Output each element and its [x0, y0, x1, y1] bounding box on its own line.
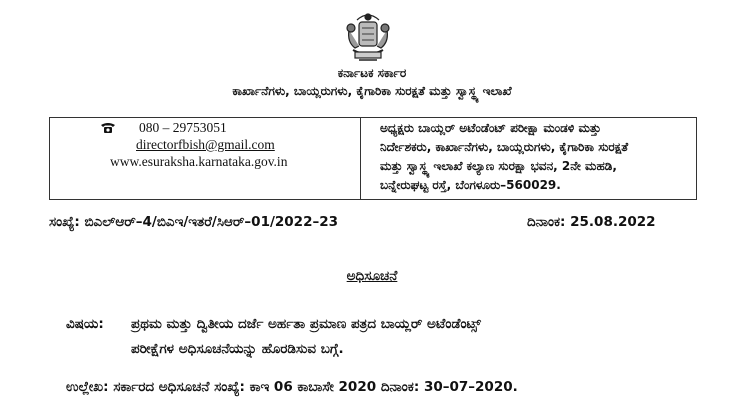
- website-address: www.esuraksha.karnataka.gov.in: [110, 154, 288, 169]
- subject-text-line-2: ಪರೀಕ್ಷೆಗಳ ಅಧಿಸೂಚನೆಯನ್ನು ಹೊರಡಿಸುವ ಬಗ್ಗೆ.: [131, 341, 344, 357]
- notification-title: [0, 268, 744, 284]
- box-divider: [360, 118, 361, 199]
- telephone-icon: [100, 122, 116, 134]
- office-address-line-4: ಬನ್ನೇರುಘಟ್ಟ ರಸ್ತೆ, ಬೆಂಗಳೂರು–560029.: [380, 178, 561, 192]
- subject-text-line-1: ಪ್ರಥಮ ಮತ್ತು ದ್ವಿತೀಯ ದರ್ಜೆ ಅರ್ಹತಾ ಪ್ರಮಾಣ ಪತ್ರದ ಬಾಯ್ಲರ್ ಅಟೆಂಡೆಂಟ್ಸ್: [131, 316, 481, 332]
- department-name: ಕಾರ್ಖಾನೆಗಳು, ಬಾಯ್ಲರುಗಳು, ಕೈಗಾರಿಕಾ ಸುರಕ್ಷತೆ ಮತ್ತು ಸ್ವಾಸ್ಥ್ಯ ಇಲಾಖೆ: [232, 84, 512, 98]
- notification-title-text: ಅಧಿಸೂಚನೆ: [346, 268, 398, 284]
- reference-number: ಸಂಖ್ಯೆ: ಬಿಎಲ್‌ಆರ್–4/ಬಿಎಇ/ಇತರೆ/ಸಿಆರ್–01/2022–23: [49, 214, 338, 230]
- document-date: ದಿನಾಂಕ: 25.08.2022: [527, 214, 656, 230]
- government-order-reference: ಉಲ್ಲೇಖ: ಸರ್ಕಾರದ ಅಧಿಸೂಚನೆ ಸಂಖ್ಯೆ: ಕಾಇ 06 ಕಾಬಾಸೇ 2020 ದಿನಾಂಕ: 30–07–2020.: [66, 379, 518, 395]
- office-address-line-3: ಮತ್ತು ಸ್ವಾಸ್ಥ್ಯ ಇಲಾಖೆ ಕಲ್ಯಾಣ ಸುರಕ್ಷಾ ಭವನ, 2ನೇ ಮಹಡಿ,: [380, 159, 617, 173]
- email-link[interactable]: directorfbish@gmail.com: [136, 137, 275, 152]
- karnataka-state-emblem-icon: [339, 8, 397, 66]
- subject-label: ವಿಷಯ:: [66, 316, 104, 332]
- letterhead-contact-box: [49, 117, 697, 200]
- office-address-line-2: ನಿರ್ದೇಶಕರು, ಕಾರ್ಖಾನೆಗಳು, ಬಾಯ್ಲರುಗಳು, ಕೈಗಾರಿಕಾ ಸುರಕ್ಷತೆ: [380, 140, 629, 154]
- phone-number: 080 – 29753051: [139, 120, 227, 135]
- office-address-line-1: ಅಧ್ಯಕ್ಷರು ಬಾಯ್ಲರ್ ಅಟೆಂಡೆಂಟ್ ಪರೀಕ್ಷಾ ಮಂಡಳಿ ಮತ್ತು: [380, 121, 602, 135]
- government-name: ಕರ್ನಾಟಕ ಸರ್ಕಾರ: [337, 66, 407, 80]
